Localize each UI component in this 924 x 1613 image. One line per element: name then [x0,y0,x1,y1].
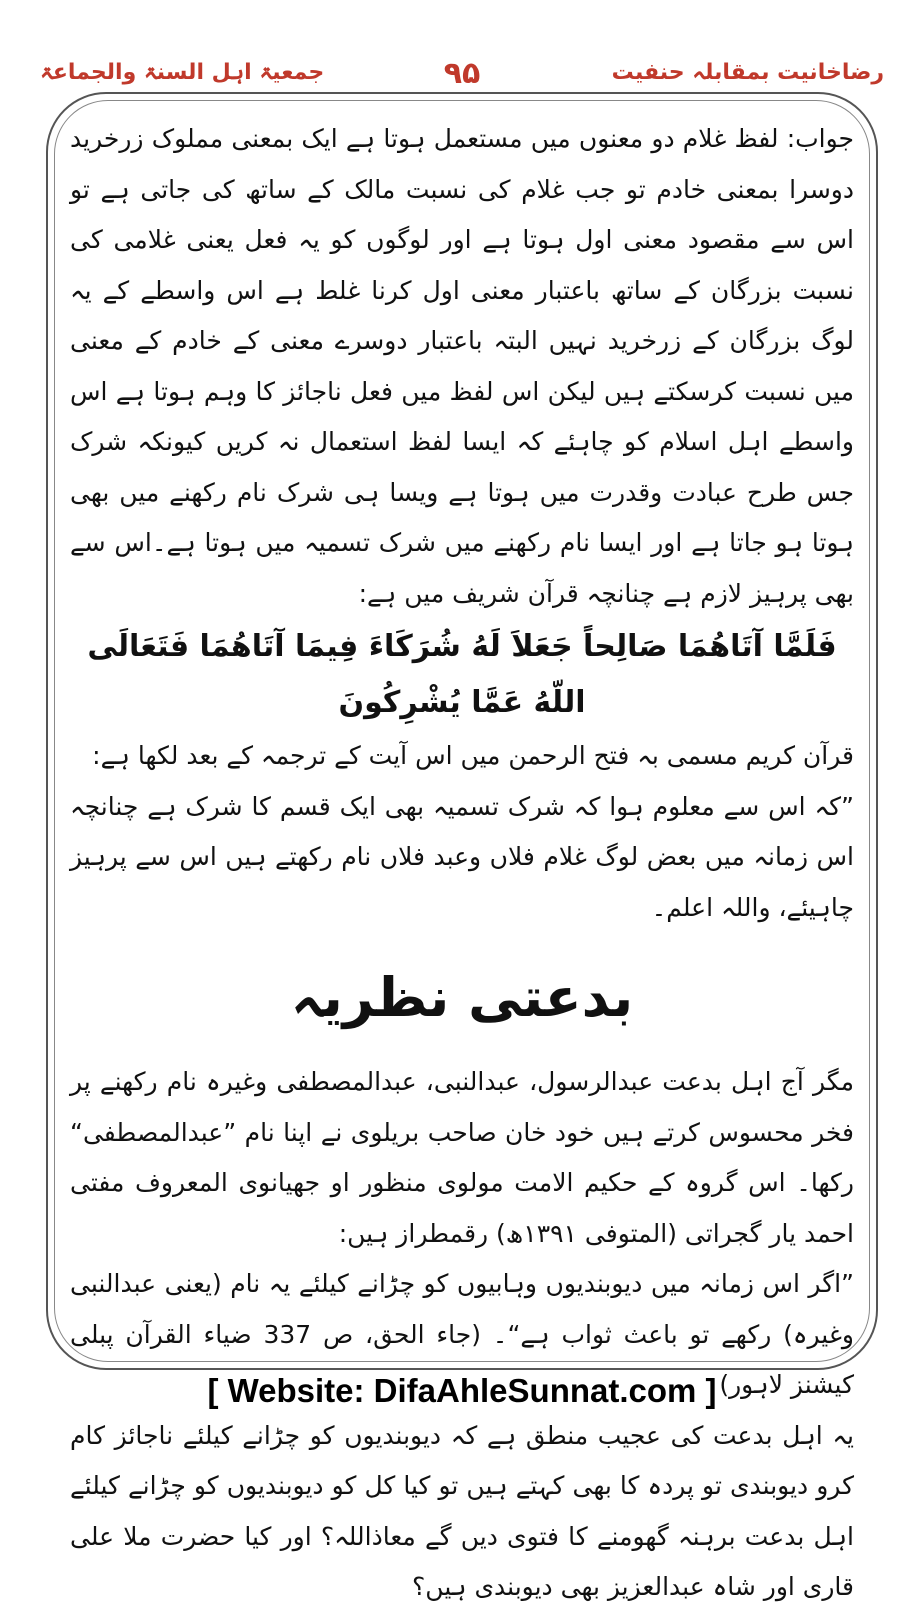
section-heading: بدعتی نظریہ [290,966,634,1029]
publisher-name: جمعیۃ اہل السنۃ والجماعۃ [40,60,325,85]
page-number: ۹۵ [443,56,481,91]
closing-paragraph: یہ اہل بدعت کی عجیب منطق ہے کہ دیوبندیوں کو چڑانے کیلئے ناجائز کام کرو دیوبندی تو پردہ کا بھی کہتے ہیں تو کیا کل کو دیوبندیوں کو چڑانے کیلئے اہل بدعت برہنہ گھومنے کا فتوی دیں گے معاذاللہ؟ اور کیا حضرت ملا علی قاری اور شاہ عبدالعزیز بھی دیوبندی ہیں؟ [70,1420,854,1601]
translation-quote: ”کہ اس سے معلوم ہوا کہ شرک تسمیہ بھی ایک قسم کا شرک ہے چنانچہ اس زمانہ میں بعض لوگ غلام فلاں وعبد فلاں نام رکھتے ہیں اس سے پرہیز چاہیئے، واللہ اعلم۔ [70,791,854,922]
bidati-paragraph: مگر آج اہل بدعت عبدالرسول، عبدالنبی، عبدالمصطفی وغیرہ نام رکھنے پر فخر محسوس کرتے ہیں خود خان صاحب بریلوی نے اپنا نام ”عبدالمصطفی“ رکھا۔ اس گروہ کے حکیم الامت مولوی منظور او جھیانوی المعروف مفتی احمد یار گجراتی (المتوفی ۱۳۹۱ھ) رقمطراز ہیں: [70,1067,854,1248]
translation-intro: قرآن کریم مسمی بہ فتح الرحمن میں اس آیت کے ترجمہ کے بعد لکھا ہے: [92,741,854,770]
book-title: رضاخانیت بمقابلہ حنفیت [611,60,884,85]
answer-paragraph: جواب: لفظ غلام دو معنوں میں مستعمل ہوتا ہے ایک بمعنی مملوک زرخرید دوسرا بمعنی خادم تو جب غلام کی نسبت مالک کے ساتھ کی جاتی ہے تو اس سے مقصود معنی اول ہوتا ہے اور لوگوں کو یہ فعل یعنی غلامی کی نسبت بزرگان کے ساتھ باعتبار معنی اول کرنا غلط ہے اس واسطے کے یہ لوگ بزرگان کے زرخرید نہیں البتہ باعتبار دوسرے معنی کے خادم کے معنی میں نسبت کرسکتے ہیں لیکن اس لفظ میں فعل ناجائز کا وہم ہوتا ہے اس واسطے اہل اسلام کو چاہئے کہ ایسا لفظ استعمال نہ کریں کیونکہ شرک جس طرح عبادت وقدرت میں ہوتا ہے ویسا ہی شرک نام رکھنے میں بھی ہوتا ہو جاتا ہے اور ایسا نام رکھنے میں شرک تسمیہ میں ہوتا ہے۔اس سے بھی پرہیز لازم ہے چنانچہ قرآن شریف میں ہے: [70,124,854,608]
quran-verse: فَلَمَّا آتَاهُمَا صَالِحاً جَعَلاَ لَهُ شُرَكَاءَ فِيمَا آتَاهُمَا فَتَعَالَى اللّهُ عَمَّا يُشْرِكُونَ [87,629,837,720]
page-header [40,56,884,96]
website-footer: [ Website: DifaAhleSunnat.com ] [207,1372,717,1409]
quote-paragraph: ”اگر اس زمانہ میں دیوبندیوں وہابیوں کو چڑانے کیلئے یہ نام (یعنی عبدالنبی وغیرہ) رکھے تو باعث ثواب ہے“۔ (جاء الحق، ص 337 ضیاء القرآن پبلی کیشنز لاہور) [70,1269,854,1399]
